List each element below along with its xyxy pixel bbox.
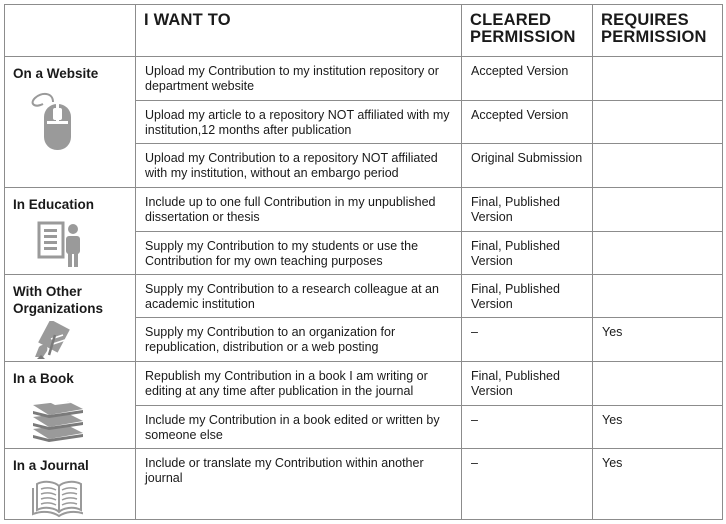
category-journal bbox=[5, 449, 136, 520]
requires-cell bbox=[593, 362, 723, 406]
requires-cell: Yes bbox=[593, 406, 723, 449]
want-cell: Supply my Contribution to a research colleague at an academic institution bbox=[136, 275, 462, 318]
cleared-cell: Original Submission bbox=[462, 144, 593, 188]
stack-of-books-icon bbox=[13, 393, 83, 443]
category-label: In a Journal bbox=[13, 458, 89, 473]
permissions-table bbox=[4, 4, 723, 520]
requires-cell bbox=[593, 101, 723, 144]
cleared-cell: – bbox=[462, 406, 593, 449]
want-cell: Upload my Contribution to a repository NOT affiliated with my institution, without an embargo period bbox=[136, 144, 462, 188]
hand-signing-document-icon bbox=[13, 321, 83, 361]
requires-cell: Yes bbox=[593, 318, 723, 362]
want-cell: Include up to one full Contribution in my unpublished dissertation or thesis bbox=[136, 188, 462, 232]
want-cell: Upload my Contribution to my institution repository or department website bbox=[136, 57, 462, 101]
table-row bbox=[5, 449, 723, 520]
header-blank-cell bbox=[5, 5, 136, 57]
cleared-cell: Final, Published Version bbox=[462, 232, 593, 275]
want-cell: Republish my Contribution in a book I am writing or editing at any time after publication in the journal bbox=[136, 362, 462, 406]
requires-cell bbox=[593, 144, 723, 188]
category-label: In a Book bbox=[13, 371, 74, 386]
want-cell: Include my Contribution in a book edited or written by someone else bbox=[136, 406, 462, 449]
requires-cell bbox=[593, 57, 723, 101]
header-requires-permission: REQUIRES PERMISSION bbox=[593, 5, 723, 57]
cleared-cell: Final, Published Version bbox=[462, 275, 593, 318]
category-education bbox=[5, 188, 136, 275]
category-organizations bbox=[5, 275, 136, 362]
teacher-presentation-icon bbox=[13, 221, 83, 273]
category-website bbox=[5, 57, 136, 188]
table-row bbox=[5, 188, 723, 232]
requires-cell bbox=[593, 232, 723, 275]
want-cell: Upload my article to a repository NOT affiliated with my institution,12 months after publication bbox=[136, 101, 462, 144]
category-label: On a Website bbox=[13, 66, 99, 81]
want-cell: Supply my Contribution to an organization for republication, distribution or a web posting bbox=[136, 318, 462, 362]
computer-mouse-icon bbox=[13, 90, 83, 156]
header-cleared-permission: CLEARED PERMISSION bbox=[462, 5, 593, 57]
header-i-want-to: I WANT TO bbox=[136, 5, 462, 57]
open-book-icon bbox=[13, 478, 83, 518]
category-book bbox=[5, 362, 136, 449]
cleared-cell: Final, Published Version bbox=[462, 362, 593, 406]
cleared-cell: – bbox=[462, 318, 593, 362]
table-row bbox=[5, 275, 723, 318]
cleared-cell: – bbox=[462, 449, 593, 520]
want-cell: Include or translate my Contribution within another journal bbox=[136, 449, 462, 520]
header-row bbox=[5, 5, 723, 57]
cleared-cell: Accepted Version bbox=[462, 57, 593, 101]
category-label: In Education bbox=[13, 197, 94, 212]
requires-cell: Yes bbox=[593, 449, 723, 520]
cleared-cell: Accepted Version bbox=[462, 101, 593, 144]
requires-cell bbox=[593, 188, 723, 232]
requires-cell bbox=[593, 275, 723, 318]
want-cell: Supply my Contribution to my students or use the Contribution for my own teaching purposes bbox=[136, 232, 462, 275]
table-row bbox=[5, 57, 723, 101]
table-row bbox=[5, 362, 723, 406]
category-label: With Other Organizations bbox=[13, 284, 104, 316]
cleared-cell: Final, Published Version bbox=[462, 188, 593, 232]
